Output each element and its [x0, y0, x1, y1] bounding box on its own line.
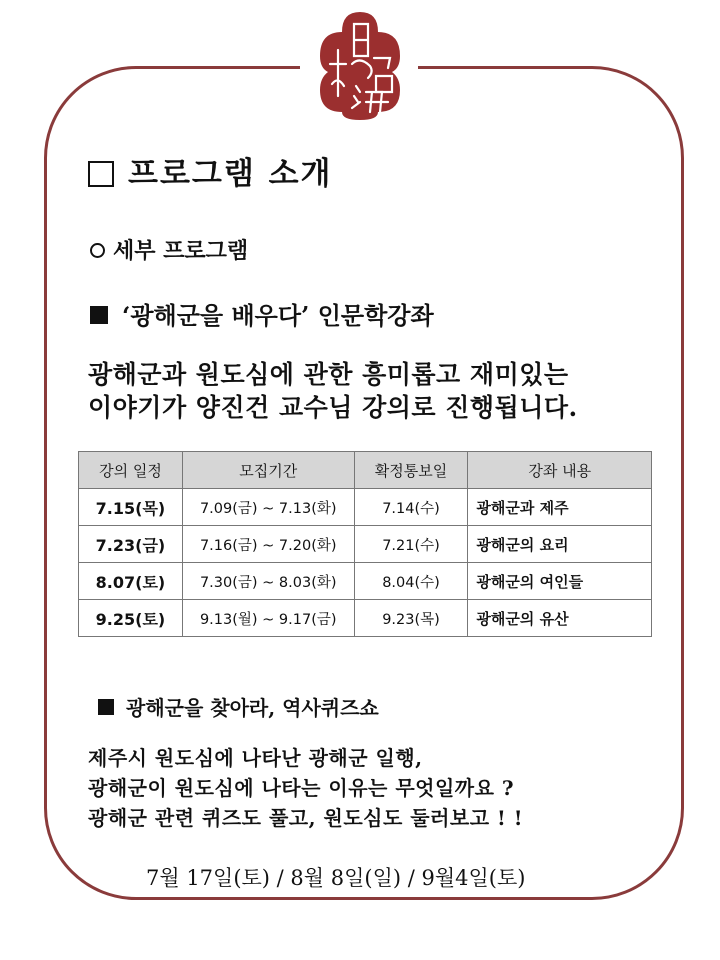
lecture-date: 9.25(토) — [79, 600, 183, 637]
lecture-date: 7.23(금) — [79, 526, 183, 563]
gwanghaegun-logo — [308, 6, 412, 124]
lecture-content: 광해군과 제주 — [468, 489, 652, 526]
lecture-date: 8.07(토) — [79, 563, 183, 600]
lecture-intro — [88, 358, 578, 424]
intro-line: 이야기가 양진건 교수님 강의로 진행됩니다. — [88, 393, 578, 422]
quiz-heading: 광해군을 찾아라, 역사퀴즈쇼 — [98, 692, 379, 721]
lecture-schedule-table — [78, 451, 652, 637]
registration-period: 7.30(금) ~ 8.03(화) — [182, 563, 354, 600]
notice-date: 9.23(목) — [354, 600, 468, 637]
quiz-line: 제주시 원도심에 나타난 광해군 일행, — [88, 746, 423, 770]
notice-date: 7.14(수) — [354, 489, 468, 526]
circle-bullet-icon — [90, 243, 105, 258]
notice-date: 7.21(수) — [354, 526, 468, 563]
lecture-heading: ‘광해군을 배우다’ 인문학강좌 — [90, 296, 434, 331]
lecture-content: 광해군의 요리 — [468, 526, 652, 563]
registration-period: 9.13(월) ~ 9.17(금) — [182, 600, 354, 637]
lecture-content: 광해군의 여인들 — [468, 563, 652, 600]
checkbox-square-icon — [88, 161, 114, 187]
table-row — [79, 526, 652, 563]
column-header: 강의 일정 — [79, 452, 183, 489]
quiz-description — [88, 743, 523, 833]
page-title: 프로그램 소개 — [88, 148, 332, 193]
quiz-line: 광해군 관련 퀴즈도 풀고, 원도심도 둘러보고 ! ! — [88, 806, 524, 830]
column-header: 강좌 내용 — [468, 452, 652, 489]
column-header: 모집기간 — [182, 452, 354, 489]
registration-period: 7.16(금) ~ 7.20(화) — [182, 526, 354, 563]
square-bullet-icon — [90, 306, 108, 324]
registration-period: 7.09(금) ~ 7.13(화) — [182, 489, 354, 526]
lecture-content: 광해군의 유산 — [468, 600, 652, 637]
lecture-date: 7.15(목) — [79, 489, 183, 526]
table-header-row — [79, 452, 652, 489]
square-bullet-icon — [98, 699, 114, 715]
column-header: 확정통보일 — [354, 452, 468, 489]
notice-date: 8.04(수) — [354, 563, 468, 600]
table-row — [79, 489, 652, 526]
quiz-dates: 7월 17일(토) / 8월 8일(일) / 9월4일(토) — [146, 866, 526, 890]
intro-line: 광해군과 원도심에 관한 흥미롭고 재미있는 — [88, 360, 569, 389]
quiz-line: 광해군이 원도심에 나타는 이유는 무엇일까요 ? — [88, 776, 515, 800]
table-row — [79, 563, 652, 600]
sub-heading: 세부 프로그램 — [90, 234, 248, 265]
table-row — [79, 600, 652, 637]
